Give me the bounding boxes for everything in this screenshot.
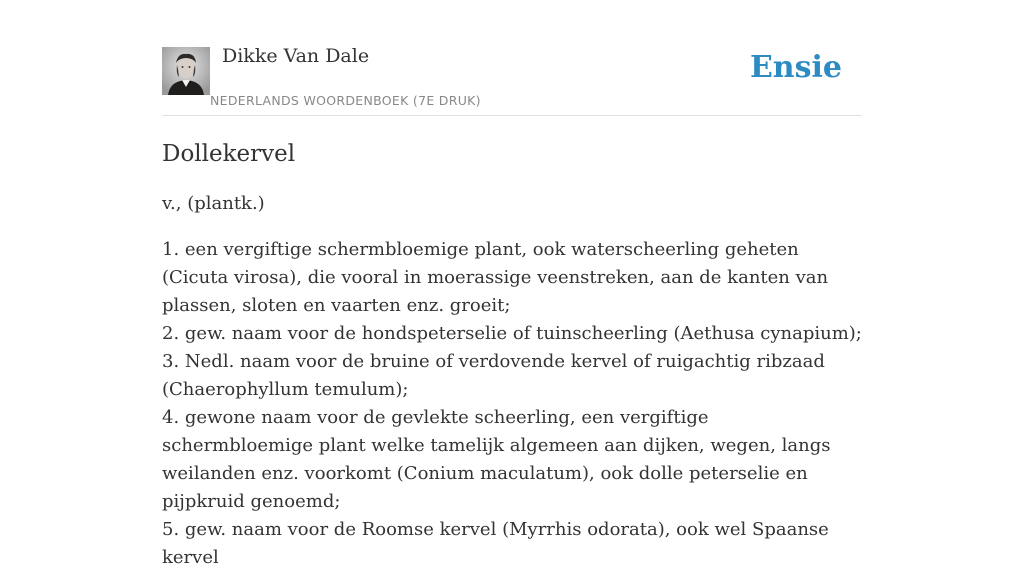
author-portrait[interactable] (162, 47, 210, 95)
ensie-logo[interactable]: Ensie (749, 50, 842, 85)
dictionary-header (162, 0, 862, 116)
definition-item: 3. Nedl. naam voor de bruine of verdovende kervel of ruigachtig ribzaad (Chaerophyllum temulum); (162, 351, 825, 400)
entry-headword: Dollekervel (162, 141, 296, 167)
definition-list (162, 236, 864, 572)
source-subtitle: NEDERLANDS WOORDENBOEK (7E DRUK) (210, 93, 481, 108)
source-title[interactable]: Dikke Van Dale (222, 45, 370, 67)
author-portrait-image (162, 47, 210, 95)
definition-item: 2. gew. naam voor de hondspeterselie of tuinscheerling (Aethusa cynapium); (162, 323, 862, 344)
entry-grammar: v., (plantk.) (162, 193, 265, 214)
definition-item: 1. een vergiftige schermbloemige plant, ook waterscheerling geheten (Cicuta virosa), die vooral in moerassige veenstreken, aan de kanten van plassen, sloten en vaarten enz. groeit; (162, 239, 829, 316)
entry-content (162, 138, 864, 572)
definition-item: 5. gew. naam voor de Roomse kervel (Myrrhis odorata), ook wel Spaanse kervel (162, 519, 829, 568)
definition-item: 4. gewone naam voor de gevlekte scheerling, een vergiftige schermbloemige plant welke tamelijk algemeen aan dijken, wegen, langs weilanden enz. voorkomt (Conium maculatum), ook dolle peterselie en pijpkruid genoemd; (162, 407, 831, 512)
